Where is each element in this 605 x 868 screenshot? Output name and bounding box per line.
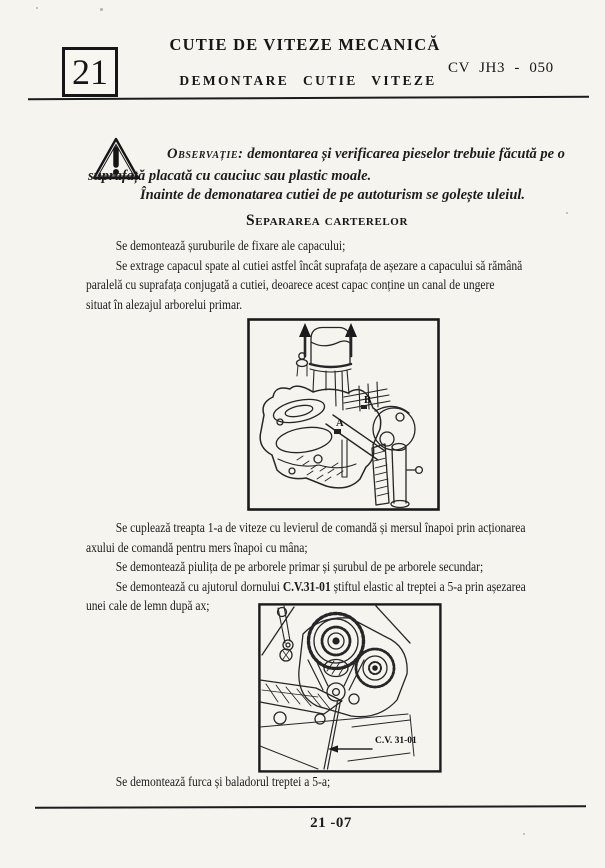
- document-code: CV JH3 - 050: [448, 60, 554, 76]
- figure-cover-removal: [247, 318, 440, 511]
- observation-label: Observație:: [167, 146, 244, 162]
- paragraph-3-line: Se cuplează treapta 1-a de viteze cu levierul de comandă și mersul înapoi prin acționarea: [115, 521, 526, 536]
- section-heading: Separarea carterelor: [245, 212, 409, 229]
- figure2-tool-label: C.V. 31-01: [375, 736, 417, 746]
- figure1-label-a: A: [336, 418, 344, 429]
- chapter-number: 21: [72, 52, 108, 92]
- gear-train-drawing: [258, 603, 442, 773]
- paragraph-2-line: Se extrage capacul spate al cutiei astfel încât suprafața de așezare a capacului să rămână: [115, 258, 523, 274]
- observation-line-1: [167, 146, 565, 163]
- page-subtitle: DEMONTARE CUTIE VITEZE: [179, 73, 437, 88]
- paragraph-2-line: situat în alezajul arborelui primar.: [86, 297, 243, 313]
- observation-line-2: suprafață placată cu cauciuc sau plastic moale.: [88, 168, 372, 184]
- footer-rule: [35, 805, 586, 809]
- body-text-block-2: [86, 519, 581, 617]
- tool-code: C.V.31-01: [282, 579, 331, 595]
- paragraph-5-line: unei cale de lemn după ax;: [86, 599, 210, 614]
- paragraph-5-text: știftul elastic al treptei a 5-a prin așezarea: [330, 579, 526, 595]
- observation-text: demontarea și verificarea pieselor trebuie făcută pe o: [243, 146, 565, 162]
- scan-speck: [36, 7, 38, 9]
- gearbox-cover-drawing: [247, 318, 440, 511]
- scan-speck: [523, 833, 525, 835]
- observation-line-3: Înainte de demonatarea cutiei de pe autoturism se golește uleiul.: [140, 187, 526, 203]
- figure-pin-removal: [258, 603, 442, 773]
- body-text-block-1: [86, 237, 581, 315]
- paragraph-5-text: Se demontează cu ajutorul dornului: [115, 579, 283, 595]
- scan-speck: [566, 212, 568, 214]
- page-title: CUTIE DE VITEZE MECANICĂ: [169, 35, 441, 54]
- figure1-label-b: B: [364, 395, 372, 406]
- paragraph-4: Se demontează piulița de pe arborele primar și șurubul de pe arborele secundar;: [115, 560, 484, 575]
- paragraph-6: Se demontează furca și baladorul treptei a 5-a;: [115, 775, 331, 790]
- paragraph-1: Se demontează șuruburile de fixare ale capacului;: [115, 239, 346, 254]
- body-text-block-3: [86, 773, 581, 793]
- page-number: 21 -07: [310, 815, 352, 831]
- tool-pointer-arrow-icon: [328, 745, 338, 752]
- scan-speck: [100, 8, 103, 11]
- paragraph-5-line: [86, 578, 581, 598]
- up-arrow-icon: [299, 323, 311, 337]
- paragraph-2-line: paralelă cu suprafața conjugată a cutiei, deoarece acest capac conține un canal de ungere: [86, 278, 495, 293]
- paragraph-3-line: axului de comandă pentru mers înapoi cu mâna;: [86, 540, 308, 556]
